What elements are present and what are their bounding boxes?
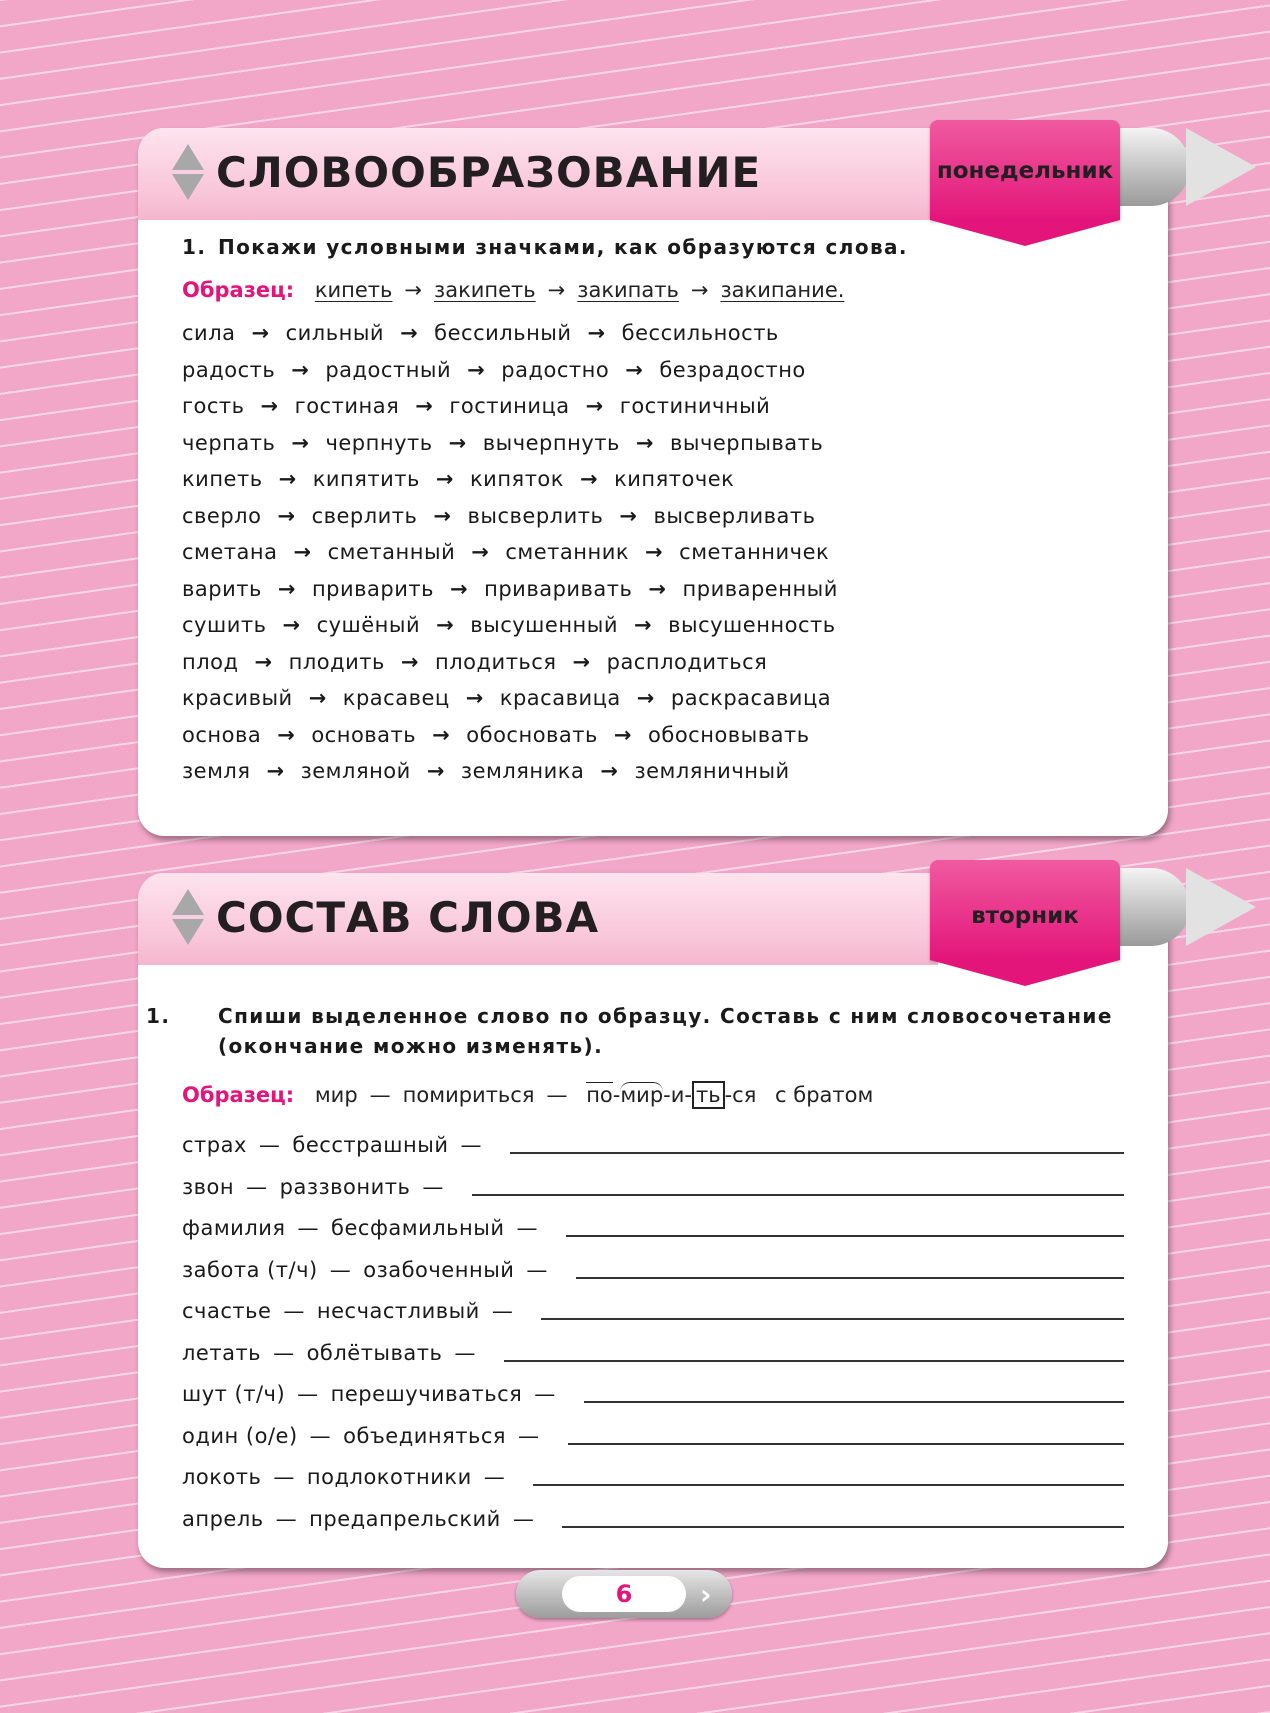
section-header [138,873,938,965]
answer-line[interactable] [533,1484,1124,1486]
chain-word: кипяточек [614,467,735,491]
sample-line: Образец: кипеть → закипеть → закипать → закипание. [182,278,845,302]
base-word: локоть [182,1465,262,1489]
answer-line[interactable] [568,1443,1124,1445]
day-label-tuesday: вторник [971,903,1079,929]
chain-word: красивый [182,686,293,710]
sample-word: закипание. [720,278,845,302]
chain-word: земляной [300,759,411,783]
base-word: один (о/е) [182,1423,298,1448]
chain-word: плод [182,649,239,674]
base-word: забота (т/ч) [182,1257,318,1282]
chain-word: сметана [182,540,278,564]
pencil-tip-decoration [1186,868,1256,946]
answer-line[interactable] [504,1360,1124,1362]
chain-word: высверливать [653,503,816,528]
highlighted-word: объединяться [343,1423,507,1448]
chain-word: радостно [501,357,610,382]
chain-word: земляничный [634,759,790,783]
chain-word: плодиться [435,649,557,674]
task-instruction: 1. Спиши выделенное слово по образцу. Составь с ним словосочетание (окончание можно изменять). [146,1004,1113,1058]
chain-word: сметанный [327,540,456,564]
morpheme-breakdown: по-мир-и- ть -ся [586,1083,757,1107]
chain-word: радостный [325,357,452,382]
chain-word: приваривать [484,576,633,601]
chain-word: варить [182,576,262,601]
chain-word: основать [311,722,417,747]
chain-word: гостиничный [619,394,771,418]
chain-word: гостиница [449,394,570,418]
section-header [138,128,938,220]
base-word: апрель [182,1506,264,1531]
chain-word: гостиная [294,394,400,418]
chain-word: земля [182,759,251,783]
word-chain: радость → радостный → радостно → безрадостно [182,357,806,382]
pencil-tip-decoration [1186,128,1256,206]
highlighted-word: раззвонить [279,1174,411,1199]
chain-word: бессильный [434,321,572,345]
chain-word: кипятить [312,467,420,491]
chain-word: земляника [460,759,585,783]
base-word: шут (т/ч) [182,1382,286,1406]
up-down-arrows-icon [172,889,202,949]
base-word: звон [182,1174,235,1199]
word-chain: сушить → сушёный → высушенный → высушенность [182,613,836,637]
chain-word: высушенный [470,613,619,637]
word-chain: гость → гостиная → гостиница → гостиничный [182,394,771,418]
word-chain: сметана → сметанный → сметанник → сметанничек [182,540,830,564]
answer-line[interactable] [562,1526,1124,1528]
exercise-row: апрель — предапрельский — [182,1501,1124,1531]
chain-word: сверло [182,503,262,528]
task-instruction: 1. Покажи условными значками, как образуются слова. [182,235,908,259]
chain-word: сушить [182,613,267,637]
chain-word: основа [182,722,262,747]
chain-word: сила [182,321,236,345]
word-chain: земля → земляной → земляника → земляничный [182,759,790,783]
chain-word: черпать [182,430,276,455]
exercise-row: забота (т/ч) — озабоченный — [182,1252,1124,1282]
section-heading: СОСТАВ СЛОВА [216,893,600,942]
page-number: 6 [615,1580,633,1608]
chain-word: черпнуть [325,430,433,455]
word-chain: кипеть → кипятить → кипяток → кипяточек [182,467,735,491]
highlighted-word: несчастливый [316,1299,480,1323]
word-chain: плод → плодить → плодиться → расплодиться [182,649,768,674]
chain-word: безрадостно [659,357,806,382]
chain-word: расплодиться [606,649,768,674]
chain-word: сметанничек [679,540,830,564]
sample-word: закипеть [434,278,536,302]
chain-word: обосновать [466,722,598,747]
exercise-row: шут (т/ч) — перешучиваться — [182,1376,1124,1406]
next-page-chevron-icon[interactable]: › [700,1578,712,1611]
day-tab-point [930,220,1120,246]
highlighted-word: перешучиваться [330,1382,523,1406]
base-word: счастье [182,1299,272,1323]
sample-word: кипеть [314,278,393,302]
chain-word: приваренный [682,576,838,601]
sample-line: Образец: мир — помириться — по-мир-и- ть -ся с братом [182,1083,874,1107]
exercise-row: счастье — несчастливый — [182,1293,1124,1323]
section-heading: СЛОВООБРАЗОВАНИЕ [216,148,762,197]
word-chain: варить → приварить → приваривать → приваренный [182,576,838,601]
chain-word: высушенность [668,613,836,637]
word-chain: сила → сильный → бессильный → бессильность [182,321,779,345]
exercise-row: летать — облётывать — [182,1335,1124,1365]
chain-word: вычерпнуть [482,430,620,455]
chain-word: обосновывать [648,722,810,747]
day-tab-point [930,960,1120,986]
word-chain: основа → основать → обосновать → обосновывать [182,722,810,747]
chain-word: плодить [288,649,385,674]
word-chain: красивый → красавец → красавица → раскрасавица [182,686,832,710]
pencil-body-decoration [1110,128,1190,206]
sample-label: Образец: [182,1083,295,1107]
chain-word: сушёный [316,613,421,637]
chain-word: красавец [342,686,450,710]
word-chain: черпать → черпнуть → вычерпнуть → вычерпывать [182,430,824,455]
answer-line[interactable] [566,1235,1124,1237]
chain-word: высверлить [467,503,604,528]
up-down-arrows-icon [172,144,202,204]
word-chain: сверло → сверлить → высверлить → высверливать [182,503,816,528]
highlighted-word: бесстрашный [292,1133,449,1157]
chain-word: красавица [499,686,621,710]
exercise-row: локоть — подлокотники — [182,1459,1124,1489]
sample-word: закипать [577,278,679,302]
chain-word: бессильность [621,321,779,345]
chain-word: вычерпывать [669,430,824,455]
answer-line[interactable] [472,1194,1124,1196]
exercise-row: звон — раззвонить — [182,1169,1124,1199]
answer-line[interactable] [576,1277,1124,1279]
chain-word: радость [182,357,276,382]
chain-word: сверлить [311,503,418,528]
exercise-row: фамилия — бесфамильный — [182,1210,1124,1240]
highlighted-word: подлокотники [306,1465,472,1489]
base-word: страх [182,1133,247,1157]
chain-word: приварить [311,576,434,601]
day-label-monday: понедельник [936,158,1114,184]
answer-line[interactable] [541,1318,1124,1320]
pencil-body-decoration [1110,868,1190,946]
base-word: летать [182,1340,262,1365]
highlighted-word: бесфамильный [331,1216,505,1240]
base-word: фамилия [182,1216,286,1240]
answer-line[interactable] [584,1401,1124,1403]
chain-word: раскрасавица [670,686,832,710]
answer-line[interactable] [510,1152,1124,1154]
highlighted-word: озабоченный [363,1257,515,1282]
exercise-row: страх — бесстрашный — [182,1127,1124,1157]
exercise-row: один (о/е) — объединяться — [182,1418,1124,1448]
highlighted-word: предапрельский [309,1506,501,1531]
chain-word: гость [182,394,245,418]
chain-word: сметанник [505,540,630,564]
chain-word: кипеть [182,467,263,491]
chain-word: сильный [285,321,385,345]
chain-word: кипяток [470,467,564,491]
highlighted-word: облётывать [306,1340,443,1365]
sample-label: Образец: [182,278,295,302]
